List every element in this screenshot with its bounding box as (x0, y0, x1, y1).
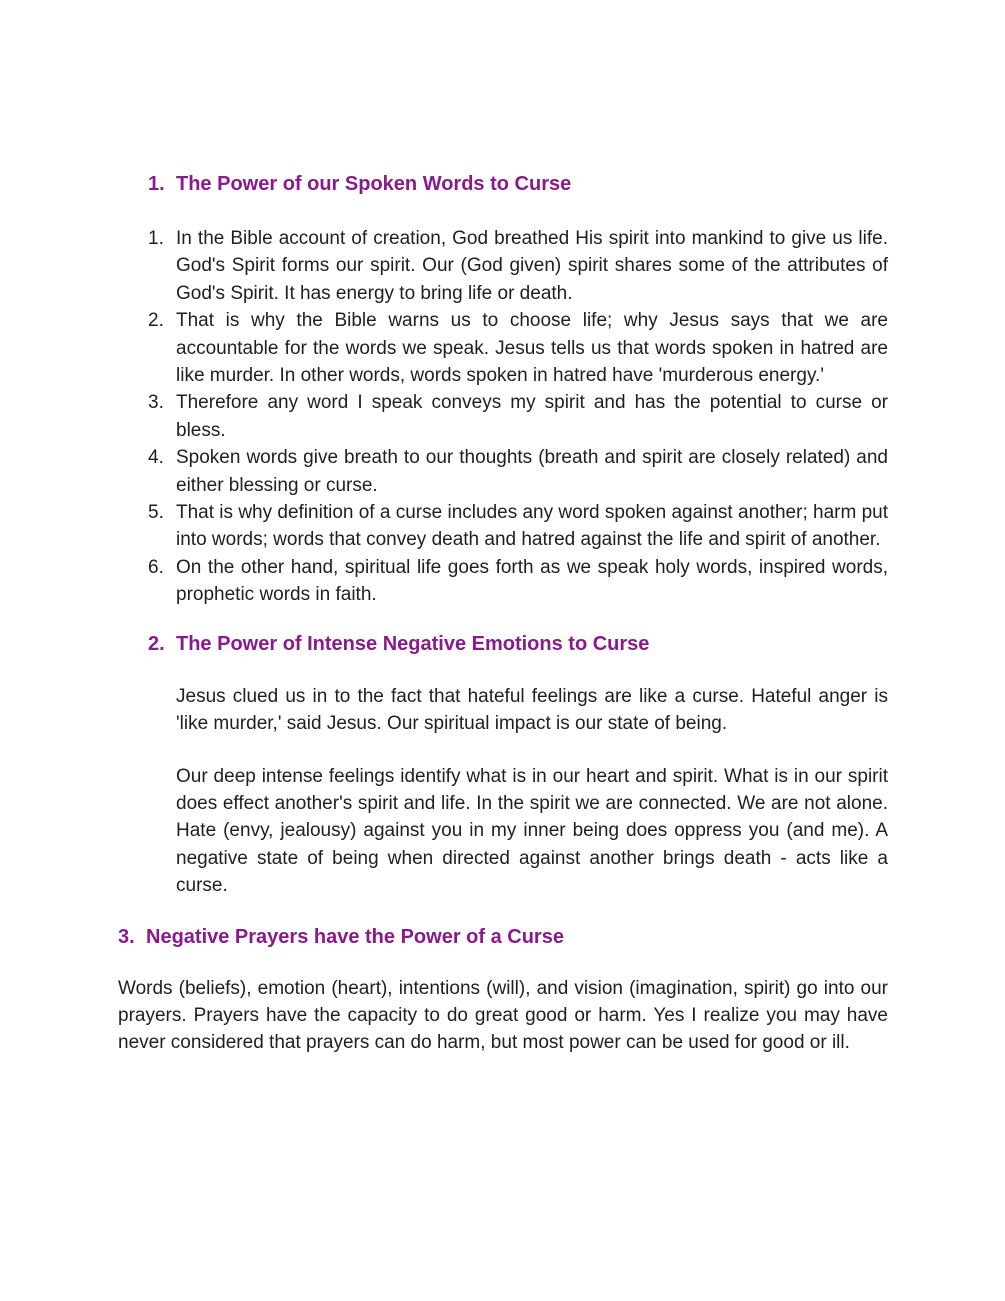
list-item-number: 3. (148, 392, 164, 414)
section-1-heading-text: The Power of our Spoken Words to Curse (176, 173, 572, 195)
section-2-heading-number: 2. (148, 632, 165, 655)
numbered-list (118, 225, 888, 609)
list-item (148, 307, 888, 389)
list-item-number: 1. (148, 228, 164, 249)
list-item-number: 4. (148, 447, 164, 469)
list-item-text: That is why the Bible warns us to choose life; why Jesus says that we are accountable for the words we speak. Jesus tells us that words spoken in hatred are like murder. In other words, words spoken in hatred have 'murderous energy.' (176, 310, 888, 387)
list-item (148, 225, 888, 307)
list-item-number: 2. (148, 310, 164, 332)
list-item (148, 389, 888, 444)
section-1-heading (118, 170, 888, 198)
list-item (148, 444, 888, 499)
section-1-heading-number: 1. (148, 173, 165, 195)
list-item-text: Spoken words give breath to our thoughts (breath and spirit are closely related) and either blessing or curse. (176, 447, 888, 496)
list-item-text: In the Bible account of creation, God breathed His spirit into mankind to give us life. God's Spirit forms our spirit. Our (God given) spirit shares some of the attributes of God's Spirit. It has energy to bring life or death. (176, 228, 888, 304)
list-item (148, 554, 888, 609)
document-content (118, 170, 888, 1057)
list-item-number: 5. (148, 502, 164, 524)
section-3-heading (118, 923, 888, 951)
list-item-text: On the other hand, spiritual life goes forth as we speak holy words, inspired words, prophetic words in faith. (176, 556, 888, 606)
paragraph: Our deep intense feelings identify what is in our heart and spirit. What is in our spirit does effect another's spirit and life. In the spirit we are connected. We are not alone. Hate (envy, jealousy) against you in my inner being does oppress you (and me). A negative state of being when directed against another brings death - acts like a curse. (176, 765, 888, 897)
list-item-text: That is why definition of a curse includes any word spoken against another; harm put into words; words that convey death and hatred against the life and spirit of another. (176, 502, 888, 551)
section-3-heading-text: Negative Prayers have the Power of a Curse (146, 925, 564, 948)
paragraph: Words (beliefs), emotion (heart), intentions (will), and vision (imagination, spirit) go into our prayers. Prayers have the capacity to do great good or harm. Yes I realize you may have never considered that prayers can do harm, but most power can be used for good or ill. (118, 977, 888, 1054)
section-3-heading-number: 3. (118, 925, 135, 948)
section-2-heading (118, 630, 888, 658)
list-item-text: Therefore any word I speak conveys my spirit and has the potential to curse or bless. (176, 392, 888, 441)
section-2-heading-text: The Power of Intense Negative Emotions to Curse (176, 632, 650, 655)
list-item-number: 6. (148, 556, 164, 578)
paragraph: Jesus clued us in to the fact that hateful feelings are like a curse. Hateful anger is 'like murder,' said Jesus. Our spiritual impact is our state of being. (176, 685, 888, 735)
list-item (148, 499, 888, 554)
